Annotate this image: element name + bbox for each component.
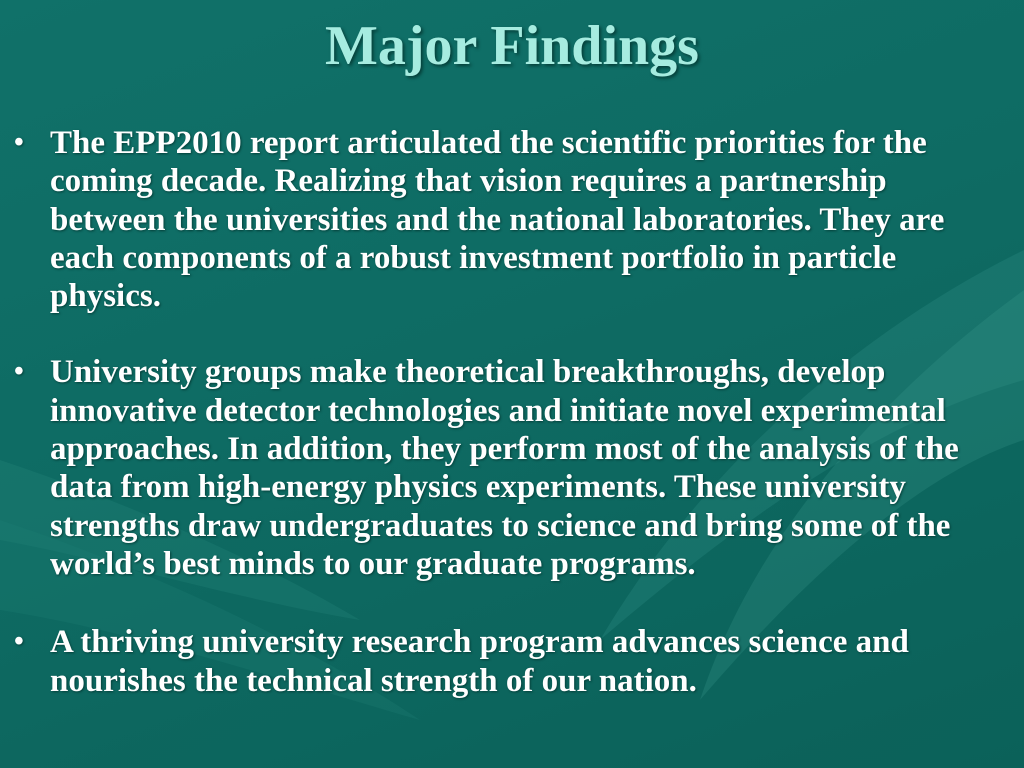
bullet-text: University groups make theoretical breakthroughs, develop innovative detector technologies and initiate novel experimental approaches. In addition, they perform most of the analysis of the data from high-energy physics experiments. These university strengths draw undergraduates to science and bring some of the world’s best minds to our graduate programs.	[50, 354, 959, 582]
bullet-item	[14, 124, 1004, 315]
slide-title: Major Findings	[325, 15, 699, 77]
bullet-list	[14, 124, 1004, 738]
bullet-icon: •	[14, 626, 24, 658]
bullet-icon: •	[14, 127, 24, 158]
bullet-icon: •	[14, 356, 24, 388]
bullet-text: The EPP2010 report articulated the scientific priorities for the coming decade. Realizing that vision requires a partnership between the universities and the national laboratories. They are each components of a robust investment portfolio in particle physics.	[50, 125, 945, 315]
bullet-text: A thriving university research program advances science and nourishes the technical strength of our nation.	[50, 624, 909, 699]
bullet-item	[14, 353, 1004, 583]
bullet-item	[14, 623, 1004, 700]
